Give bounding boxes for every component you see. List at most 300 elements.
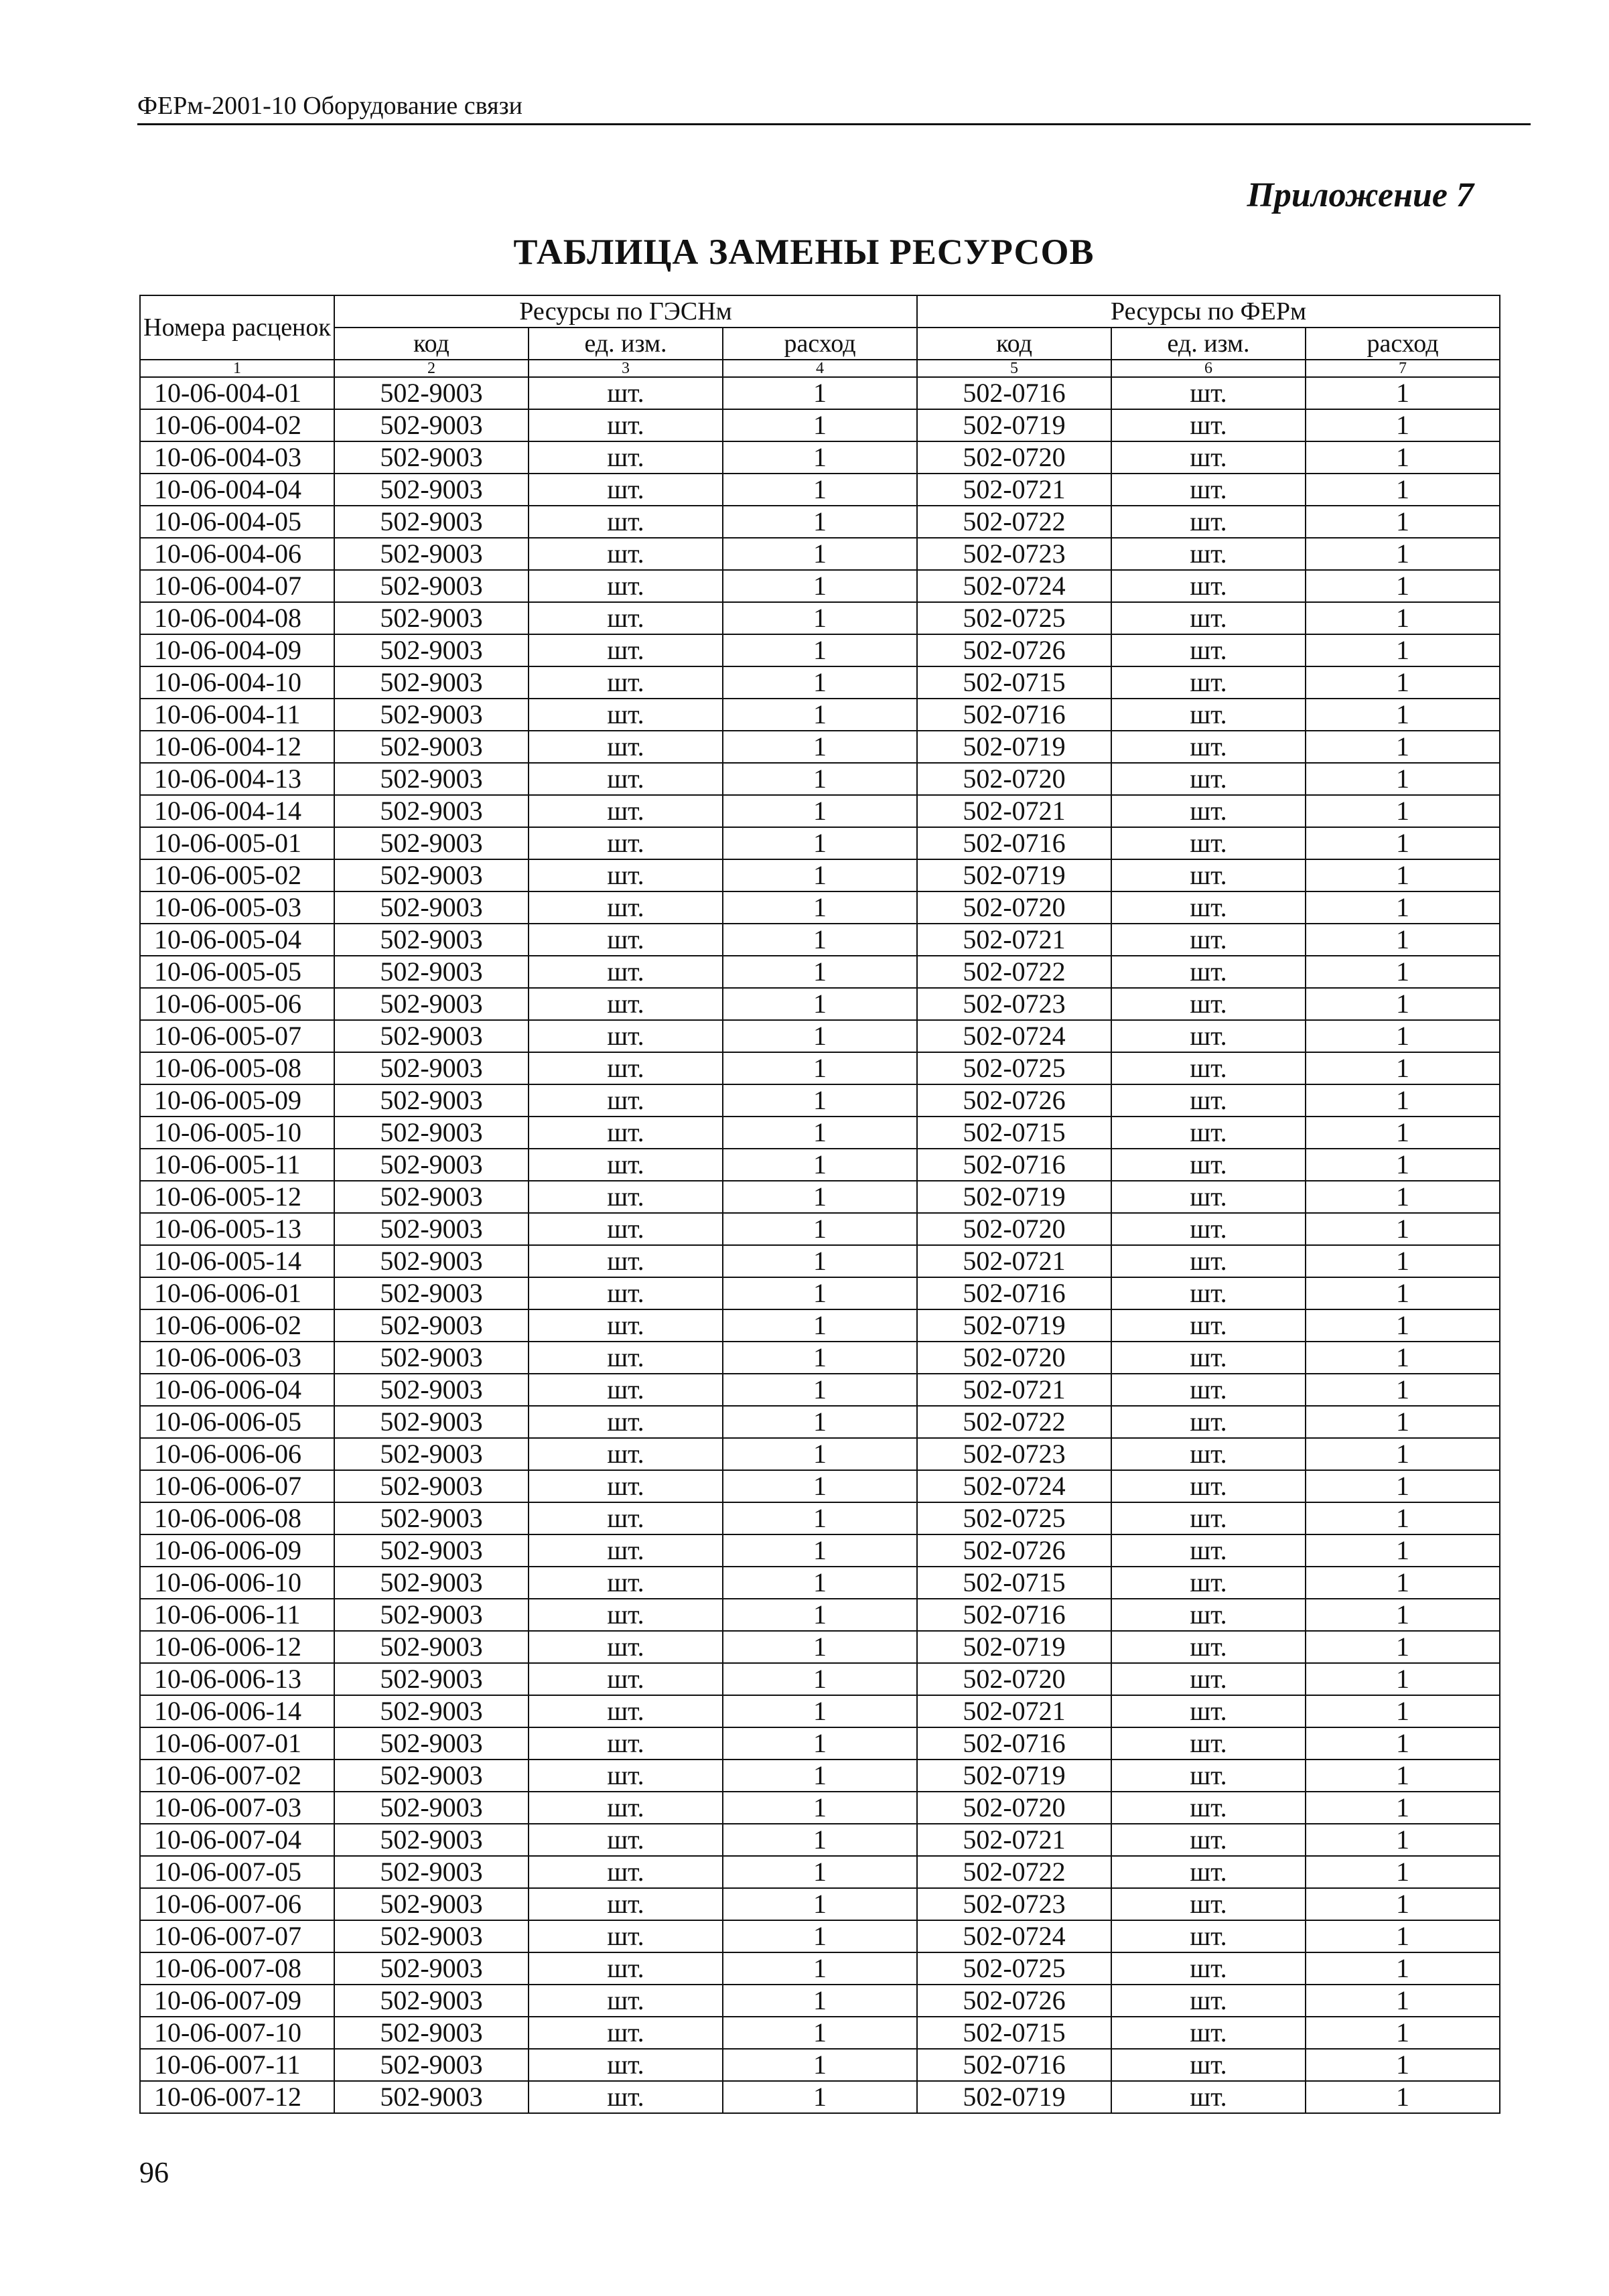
table-row (140, 1631, 1500, 1663)
ferm-unit-cell: шт. (1111, 602, 1306, 634)
gesn-consumption-cell: 1 (723, 2017, 917, 2049)
gesn-unit-cell: шт. (529, 1856, 723, 1888)
running-header: ФЕРм-2001-10 Оборудование связи (137, 91, 1531, 125)
table-row (140, 731, 1500, 763)
ferm-unit-cell: шт. (1111, 474, 1306, 506)
ferm-unit-cell: шт. (1111, 1020, 1306, 1052)
gesn-consumption-cell: 1 (723, 2081, 917, 2113)
ferm-code-cell: 502-0716 (917, 1727, 1111, 1760)
ferm-code-cell: 502-0723 (917, 1438, 1111, 1470)
rate-number-cell: 10-06-007-10 (140, 2017, 334, 2049)
ferm-code-cell: 502-0724 (917, 1920, 1111, 1952)
ferm-unit-cell: шт. (1111, 1631, 1306, 1663)
ferm-code-cell: 502-0722 (917, 1406, 1111, 1438)
rate-number-cell: 10-06-005-06 (140, 988, 334, 1020)
ferm-consumption-cell: 1 (1306, 699, 1500, 731)
gesn-code-cell: 502-9003 (334, 570, 529, 602)
gesn-consumption-cell: 1 (723, 1245, 917, 1277)
rate-number-cell: 10-06-006-13 (140, 1663, 334, 1695)
gesn-code-cell: 502-9003 (334, 1567, 529, 1599)
table-row (140, 795, 1500, 827)
rate-number-cell: 10-06-005-11 (140, 1149, 334, 1181)
rate-number-cell: 10-06-006-11 (140, 1599, 334, 1631)
rate-number-cell: 10-06-007-11 (140, 2049, 334, 2081)
ferm-unit-cell: шт. (1111, 2049, 1306, 2081)
ferm-consumption-cell: 1 (1306, 924, 1500, 956)
gesn-unit-cell: шт. (529, 441, 723, 474)
rate-number-cell: 10-06-007-08 (140, 1952, 334, 1985)
ferm-consumption-cell: 1 (1306, 2081, 1500, 2113)
ferm-consumption-cell: 1 (1306, 1020, 1500, 1052)
ferm-consumption-cell: 1 (1306, 1245, 1500, 1277)
gesn-unit-cell: шт. (529, 1534, 723, 1567)
ferm-consumption-cell: 1 (1306, 1824, 1500, 1856)
gesn-consumption-cell: 1 (723, 1920, 917, 1952)
gesn-consumption-cell: 1 (723, 1342, 917, 1374)
gesn-unit-cell: шт. (529, 570, 723, 602)
gesn-code-cell: 502-9003 (334, 377, 529, 409)
gesn-code-cell: 502-9003 (334, 1374, 529, 1406)
rate-number-cell: 10-06-004-05 (140, 506, 334, 538)
gesn-code-cell: 502-9003 (334, 1277, 529, 1309)
ferm-unit-cell: шт. (1111, 666, 1306, 699)
gesn-unit-cell: шт. (529, 859, 723, 891)
gesn-unit-cell: шт. (529, 1342, 723, 1374)
ferm-code-cell: 502-0716 (917, 827, 1111, 859)
gesn-unit-cell: шт. (529, 1181, 723, 1213)
gesn-unit-cell: шт. (529, 1695, 723, 1727)
gesn-code-cell: 502-9003 (334, 1117, 529, 1149)
ferm-consumption-cell: 1 (1306, 1438, 1500, 1470)
gesn-code-cell: 502-9003 (334, 1052, 529, 1084)
ferm-code-cell: 502-0723 (917, 1888, 1111, 1920)
ferm-code-cell: 502-0715 (917, 2017, 1111, 2049)
rate-number-cell: 10-06-005-14 (140, 1245, 334, 1277)
ferm-consumption-cell: 1 (1306, 538, 1500, 570)
ferm-consumption-cell: 1 (1306, 570, 1500, 602)
gesn-unit-cell: шт. (529, 795, 723, 827)
gesn-code-cell: 502-9003 (334, 1309, 529, 1342)
ferm-consumption-cell: 1 (1306, 602, 1500, 634)
ferm-consumption-cell: 1 (1306, 891, 1500, 924)
table-row (140, 1888, 1500, 1920)
rate-number-cell: 10-06-005-02 (140, 859, 334, 891)
gesn-consumption-cell: 1 (723, 1117, 917, 1149)
ferm-code-cell: 502-0715 (917, 1567, 1111, 1599)
gesn-consumption-cell: 1 (723, 474, 917, 506)
ferm-unit-cell: шт. (1111, 1213, 1306, 1245)
gesn-unit-cell: шт. (529, 1824, 723, 1856)
ferm-consumption-cell: 1 (1306, 1052, 1500, 1084)
column-number: 7 (1306, 360, 1500, 377)
ferm-unit-cell: шт. (1111, 924, 1306, 956)
ferm-unit-cell: шт. (1111, 1695, 1306, 1727)
ferm-unit-cell: шт. (1111, 1342, 1306, 1374)
ferm-unit-cell: шт. (1111, 1084, 1306, 1117)
gesn-unit-cell: шт. (529, 1760, 723, 1792)
gesn-unit-cell: шт. (529, 1149, 723, 1181)
rate-number-cell: 10-06-004-12 (140, 731, 334, 763)
ferm-unit-cell: шт. (1111, 731, 1306, 763)
gesn-consumption-cell: 1 (723, 2049, 917, 2081)
rate-number-cell: 10-06-007-06 (140, 1888, 334, 1920)
table-row (140, 570, 1500, 602)
ferm-consumption-cell: 1 (1306, 377, 1500, 409)
ferm-unit-cell: шт. (1111, 441, 1306, 474)
gesn-unit-cell: шт. (529, 1084, 723, 1117)
table-row (140, 634, 1500, 666)
gesn-consumption-cell: 1 (723, 956, 917, 988)
ferm-code-cell: 502-0719 (917, 2081, 1111, 2113)
gesn-consumption-cell: 1 (723, 1534, 917, 1567)
gesn-unit-cell: шт. (529, 1277, 723, 1309)
table-row (140, 827, 1500, 859)
gesn-consumption-cell: 1 (723, 1052, 917, 1084)
ferm-code-cell: 502-0715 (917, 1117, 1111, 1149)
gesn-unit-cell: шт. (529, 634, 723, 666)
gesn-unit-cell: шт. (529, 1245, 723, 1277)
table-row (140, 1374, 1500, 1406)
gesn-code-cell: 502-9003 (334, 1856, 529, 1888)
header-gesn-consumption: расход (723, 328, 917, 360)
ferm-code-cell: 502-0724 (917, 1470, 1111, 1502)
gesn-consumption-cell: 1 (723, 891, 917, 924)
ferm-consumption-cell: 1 (1306, 409, 1500, 441)
ferm-unit-cell: шт. (1111, 859, 1306, 891)
gesn-consumption-cell: 1 (723, 1985, 917, 2017)
column-number: 5 (917, 360, 1111, 377)
gesn-code-cell: 502-9003 (334, 2049, 529, 2081)
rate-number-cell: 10-06-004-07 (140, 570, 334, 602)
gesn-code-cell: 502-9003 (334, 1406, 529, 1438)
gesn-code-cell: 502-9003 (334, 1952, 529, 1985)
ferm-unit-cell: шт. (1111, 1374, 1306, 1406)
table-row (140, 1149, 1500, 1181)
rate-number-cell: 10-06-004-01 (140, 377, 334, 409)
ferm-unit-cell: шт. (1111, 1470, 1306, 1502)
gesn-consumption-cell: 1 (723, 1020, 917, 1052)
table-row (140, 859, 1500, 891)
header-group-ferm: Ресурсы по ФЕРм (917, 295, 1500, 328)
ferm-unit-cell: шт. (1111, 1438, 1306, 1470)
gesn-code-cell: 502-9003 (334, 827, 529, 859)
table-row (140, 1567, 1500, 1599)
header-group-gesn: Ресурсы по ГЭСНм (334, 295, 917, 328)
gesn-consumption-cell: 1 (723, 1856, 917, 1888)
ferm-consumption-cell: 1 (1306, 956, 1500, 988)
rate-number-cell: 10-06-007-12 (140, 2081, 334, 2113)
ferm-code-cell: 502-0720 (917, 1792, 1111, 1824)
ferm-consumption-cell: 1 (1306, 1149, 1500, 1181)
rate-number-cell: 10-06-007-05 (140, 1856, 334, 1888)
ferm-consumption-cell: 1 (1306, 1888, 1500, 1920)
ferm-consumption-cell: 1 (1306, 1502, 1500, 1534)
gesn-unit-cell: шт. (529, 956, 723, 988)
rate-number-cell: 10-06-004-10 (140, 666, 334, 699)
ferm-consumption-cell: 1 (1306, 1920, 1500, 1952)
table-row (140, 1438, 1500, 1470)
gesn-code-cell: 502-9003 (334, 731, 529, 763)
ferm-consumption-cell: 1 (1306, 1213, 1500, 1245)
appendix-label: Приложение 7 (1247, 176, 1474, 214)
ferm-code-cell: 502-0720 (917, 1663, 1111, 1695)
rate-number-cell: 10-06-007-09 (140, 1985, 334, 2017)
gesn-unit-cell: шт. (529, 1438, 723, 1470)
gesn-consumption-cell: 1 (723, 1406, 917, 1438)
gesn-consumption-cell: 1 (723, 1213, 917, 1245)
gesn-code-cell: 502-9003 (334, 474, 529, 506)
table-row (140, 1213, 1500, 1245)
gesn-unit-cell: шт. (529, 1309, 723, 1342)
ferm-code-cell: 502-0721 (917, 1824, 1111, 1856)
rate-number-cell: 10-06-004-13 (140, 763, 334, 795)
ferm-code-cell: 502-0719 (917, 1760, 1111, 1792)
gesn-unit-cell: шт. (529, 409, 723, 441)
rate-number-cell: 10-06-004-09 (140, 634, 334, 666)
rate-number-cell: 10-06-005-12 (140, 1181, 334, 1213)
rate-number-cell: 10-06-007-01 (140, 1727, 334, 1760)
table-row (140, 924, 1500, 956)
table-row (140, 1534, 1500, 1567)
header-ferm-unit: ед. изм. (1111, 328, 1306, 360)
gesn-unit-cell: шт. (529, 1502, 723, 1534)
ferm-code-cell: 502-0725 (917, 1052, 1111, 1084)
ferm-code-cell: 502-0725 (917, 1502, 1111, 1534)
gesn-code-cell: 502-9003 (334, 1502, 529, 1534)
ferm-unit-cell: шт. (1111, 1792, 1306, 1824)
gesn-code-cell: 502-9003 (334, 1663, 529, 1695)
ferm-consumption-cell: 1 (1306, 988, 1500, 1020)
gesn-consumption-cell: 1 (723, 924, 917, 956)
ferm-unit-cell: шт. (1111, 891, 1306, 924)
gesn-code-cell: 502-9003 (334, 1438, 529, 1470)
ferm-unit-cell: шт. (1111, 2017, 1306, 2049)
ferm-consumption-cell: 1 (1306, 1181, 1500, 1213)
table-row (140, 2017, 1500, 2049)
gesn-consumption-cell: 1 (723, 1567, 917, 1599)
gesn-unit-cell: шт. (529, 2081, 723, 2113)
ferm-unit-cell: шт. (1111, 988, 1306, 1020)
ferm-code-cell: 502-0721 (917, 474, 1111, 506)
gesn-consumption-cell: 1 (723, 570, 917, 602)
ferm-unit-cell: шт. (1111, 506, 1306, 538)
gesn-consumption-cell: 1 (723, 441, 917, 474)
ferm-consumption-cell: 1 (1306, 1952, 1500, 1985)
resource-replacement-table (139, 295, 1500, 2114)
gesn-unit-cell: шт. (529, 1792, 723, 1824)
column-number: 1 (140, 360, 334, 377)
gesn-consumption-cell: 1 (723, 602, 917, 634)
gesn-unit-cell: шт. (529, 1888, 723, 1920)
gesn-consumption-cell: 1 (723, 1374, 917, 1406)
ferm-code-cell: 502-0716 (917, 699, 1111, 731)
table-row (140, 538, 1500, 570)
ferm-unit-cell: шт. (1111, 1663, 1306, 1695)
ferm-consumption-cell: 1 (1306, 859, 1500, 891)
gesn-unit-cell: шт. (529, 1470, 723, 1502)
gesn-code-cell: 502-9003 (334, 1342, 529, 1374)
table-row (140, 506, 1500, 538)
table-row (140, 1470, 1500, 1502)
ferm-consumption-cell: 1 (1306, 1856, 1500, 1888)
gesn-unit-cell: шт. (529, 1020, 723, 1052)
gesn-code-cell: 502-9003 (334, 988, 529, 1020)
ferm-code-cell: 502-0722 (917, 1856, 1111, 1888)
table-row (140, 1342, 1500, 1374)
table-row (140, 1084, 1500, 1117)
column-number: 3 (529, 360, 723, 377)
ferm-consumption-cell: 1 (1306, 1406, 1500, 1438)
gesn-unit-cell: шт. (529, 827, 723, 859)
gesn-code-cell: 502-9003 (334, 1599, 529, 1631)
header-gesn-unit: ед. изм. (529, 328, 723, 360)
gesn-code-cell: 502-9003 (334, 891, 529, 924)
ferm-unit-cell: шт. (1111, 1920, 1306, 1952)
ferm-consumption-cell: 1 (1306, 1470, 1500, 1502)
ferm-consumption-cell: 1 (1306, 1374, 1500, 1406)
rate-number-cell: 10-06-005-01 (140, 827, 334, 859)
gesn-code-cell: 502-9003 (334, 1985, 529, 2017)
column-number: 2 (334, 360, 529, 377)
rate-number-cell: 10-06-005-08 (140, 1052, 334, 1084)
gesn-consumption-cell: 1 (723, 1599, 917, 1631)
ferm-unit-cell: шт. (1111, 1277, 1306, 1309)
ferm-code-cell: 502-0726 (917, 1985, 1111, 2017)
gesn-consumption-cell: 1 (723, 538, 917, 570)
gesn-consumption-cell: 1 (723, 1084, 917, 1117)
ferm-consumption-cell: 1 (1306, 506, 1500, 538)
gesn-unit-cell: шт. (529, 988, 723, 1020)
gesn-unit-cell: шт. (529, 1406, 723, 1438)
ferm-consumption-cell: 1 (1306, 1277, 1500, 1309)
rate-number-cell: 10-06-004-11 (140, 699, 334, 731)
gesn-code-cell: 502-9003 (334, 795, 529, 827)
gesn-code-cell: 502-9003 (334, 1534, 529, 1567)
table-row (140, 1502, 1500, 1534)
ferm-unit-cell: шт. (1111, 763, 1306, 795)
gesn-code-cell: 502-9003 (334, 1470, 529, 1502)
gesn-unit-cell: шт. (529, 1599, 723, 1631)
ferm-consumption-cell: 1 (1306, 1567, 1500, 1599)
rate-number-cell: 10-06-005-04 (140, 924, 334, 956)
ferm-unit-cell: шт. (1111, 699, 1306, 731)
table-row (140, 1406, 1500, 1438)
gesn-unit-cell: шт. (529, 2049, 723, 2081)
table-row (140, 377, 1500, 409)
table-row (140, 474, 1500, 506)
rate-number-cell: 10-06-007-04 (140, 1824, 334, 1856)
gesn-consumption-cell: 1 (723, 1277, 917, 1309)
gesn-consumption-cell: 1 (723, 795, 917, 827)
gesn-unit-cell: шт. (529, 474, 723, 506)
column-number: 4 (723, 360, 917, 377)
ferm-consumption-cell: 1 (1306, 763, 1500, 795)
table-row (140, 2081, 1500, 2113)
rate-number-cell: 10-06-006-05 (140, 1406, 334, 1438)
gesn-consumption-cell: 1 (723, 1727, 917, 1760)
ferm-unit-cell: шт. (1111, 1856, 1306, 1888)
gesn-code-cell: 502-9003 (334, 1181, 529, 1213)
gesn-code-cell: 502-9003 (334, 1760, 529, 1792)
ferm-consumption-cell: 1 (1306, 1792, 1500, 1824)
ferm-code-cell: 502-0720 (917, 763, 1111, 795)
gesn-code-cell: 502-9003 (334, 538, 529, 570)
gesn-unit-cell: шт. (529, 1567, 723, 1599)
table-row (140, 1309, 1500, 1342)
ferm-unit-cell: шт. (1111, 377, 1306, 409)
ferm-code-cell: 502-0722 (917, 506, 1111, 538)
gesn-unit-cell: шт. (529, 924, 723, 956)
ferm-consumption-cell: 1 (1306, 1084, 1500, 1117)
rate-number-cell: 10-06-004-14 (140, 795, 334, 827)
header-ferm-consumption: расход (1306, 328, 1500, 360)
rate-number-cell: 10-06-006-10 (140, 1567, 334, 1599)
gesn-unit-cell: шт. (529, 666, 723, 699)
rate-number-cell: 10-06-005-10 (140, 1117, 334, 1149)
ferm-unit-cell: шт. (1111, 1502, 1306, 1534)
rate-number-cell: 10-06-006-04 (140, 1374, 334, 1406)
ferm-consumption-cell: 1 (1306, 1342, 1500, 1374)
ferm-code-cell: 502-0724 (917, 1020, 1111, 1052)
rate-number-cell: 10-06-006-06 (140, 1438, 334, 1470)
gesn-unit-cell: шт. (529, 538, 723, 570)
ferm-code-cell: 502-0719 (917, 1181, 1111, 1213)
table-row (140, 2049, 1500, 2081)
ferm-consumption-cell: 1 (1306, 1663, 1500, 1695)
gesn-unit-cell: шт. (529, 1663, 723, 1695)
gesn-code-cell: 502-9003 (334, 1792, 529, 1824)
rate-number-cell: 10-06-006-14 (140, 1695, 334, 1727)
ferm-unit-cell: шт. (1111, 2081, 1306, 2113)
table-row (140, 1824, 1500, 1856)
table-row (140, 409, 1500, 441)
gesn-code-cell: 502-9003 (334, 1888, 529, 1920)
gesn-consumption-cell: 1 (723, 1309, 917, 1342)
rate-number-cell: 10-06-004-02 (140, 409, 334, 441)
table-row (140, 956, 1500, 988)
gesn-code-cell: 502-9003 (334, 1020, 529, 1052)
rate-number-cell: 10-06-005-03 (140, 891, 334, 924)
ferm-code-cell: 502-0719 (917, 1631, 1111, 1663)
rate-number-cell: 10-06-006-09 (140, 1534, 334, 1567)
rate-number-cell: 10-06-006-02 (140, 1309, 334, 1342)
ferm-consumption-cell: 1 (1306, 795, 1500, 827)
table-row (140, 891, 1500, 924)
gesn-code-cell: 502-9003 (334, 1824, 529, 1856)
rate-number-cell: 10-06-006-12 (140, 1631, 334, 1663)
gesn-code-cell: 502-9003 (334, 859, 529, 891)
gesn-unit-cell: шт. (529, 1213, 723, 1245)
gesn-unit-cell: шт. (529, 1117, 723, 1149)
header-ferm-code: код (917, 328, 1111, 360)
ferm-unit-cell: шт. (1111, 1952, 1306, 1985)
table-row (140, 1760, 1500, 1792)
rate-number-cell: 10-06-006-03 (140, 1342, 334, 1374)
gesn-consumption-cell: 1 (723, 506, 917, 538)
gesn-consumption-cell: 1 (723, 1181, 917, 1213)
gesn-unit-cell: шт. (529, 1052, 723, 1084)
table-row (140, 1663, 1500, 1695)
ferm-code-cell: 502-0719 (917, 859, 1111, 891)
gesn-code-cell: 502-9003 (334, 602, 529, 634)
gesn-unit-cell: шт. (529, 763, 723, 795)
gesn-consumption-cell: 1 (723, 827, 917, 859)
ferm-code-cell: 502-0723 (917, 988, 1111, 1020)
table-row (140, 1952, 1500, 1985)
table-row (140, 1020, 1500, 1052)
gesn-unit-cell: шт. (529, 506, 723, 538)
table-row (140, 1856, 1500, 1888)
